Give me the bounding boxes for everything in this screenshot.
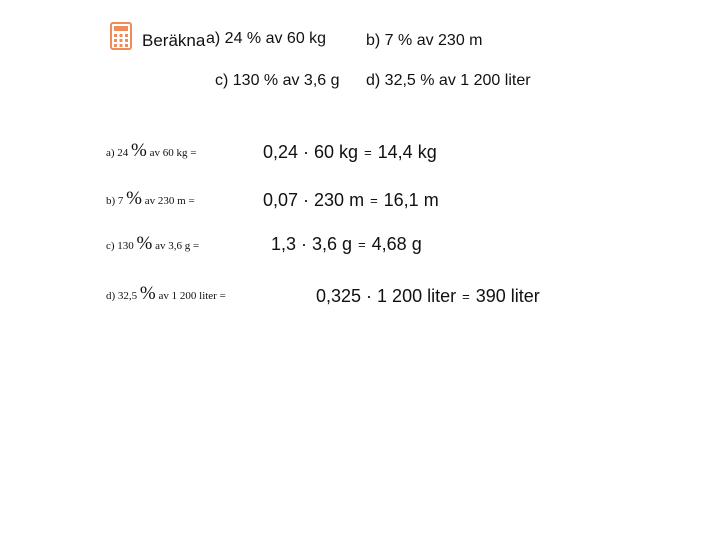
calculator-icon <box>110 22 132 50</box>
work-result-a <box>263 142 437 163</box>
equals-sign: = <box>364 145 372 160</box>
equals-sign: = <box>358 237 366 252</box>
task-a: a) 24 % av 60 kg <box>206 30 327 47</box>
expression: 0,07 · 230 m <box>263 190 365 210</box>
equals-sign: = <box>370 193 378 208</box>
answer: 4,68 g <box>371 234 422 254</box>
answer: 14,4 kg <box>377 142 437 162</box>
expression: 0,325 · 1 200 liter <box>316 286 457 306</box>
work-result-c <box>271 234 422 255</box>
work-label-a: a) 24 % av 60 kg = <box>106 140 197 161</box>
work-label-d: d) 32,5 % av 1 200 liter = <box>106 283 226 304</box>
work-result-b <box>263 190 439 211</box>
equals-sign: = <box>462 289 470 304</box>
work-label-c: c) 130 % av 3,6 g = <box>106 233 200 254</box>
task-d: d) 32,5 % av 1 200 liter <box>366 72 531 89</box>
expression: 1,3 · 3,6 g <box>271 234 353 254</box>
answer: 16,1 m <box>383 190 439 210</box>
page-title: Beräkna <box>142 31 206 50</box>
work-result-d <box>316 286 540 307</box>
answer: 390 liter <box>475 286 540 306</box>
task-c: c) 130 % av 3,6 g <box>215 72 340 89</box>
expression: 0,24 · 60 kg <box>263 142 359 162</box>
work-label-b: b) 7 % av 230 m = <box>106 188 195 209</box>
task-b: b) 7 % av 230 m <box>366 32 483 49</box>
